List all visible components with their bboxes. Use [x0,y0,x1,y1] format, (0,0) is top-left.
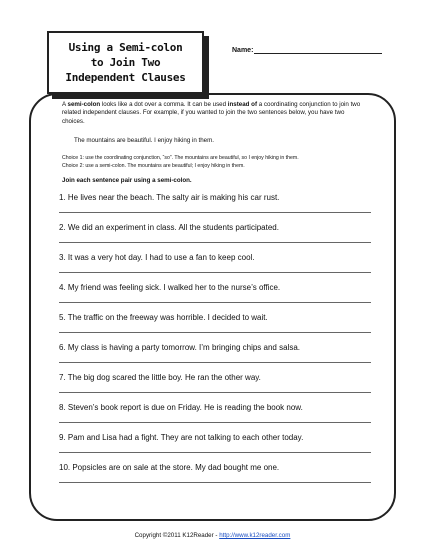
exercise-text: 4. My friend was feeling sick. I walked her to the nurse’s office. [59,283,281,292]
exercise-text: 6. My class is having a party tomorrow. I’m bringing chips and salsa. [59,343,300,352]
intro-text: a coordinating conjunction to join two related independent clauses. For example, if you wanted to join the two sentences below, you have two choices. [62,101,361,125]
title-line: Independent Clauses [65,71,186,84]
answer-line[interactable] [59,332,371,333]
exercise-text: 9. Pam and Lisa had a fight. They are not talking to each other today. [59,433,304,442]
choice-2: Choice 2: use a semi-colon. The mountains are beautiful; I enjoy hiking in them. [62,162,245,169]
answer-line[interactable] [59,452,371,453]
name-field [232,45,382,54]
exercise-item [59,370,373,400]
exercise-item [59,220,373,250]
choice-1: Choice 1: use the coordinating conjunction, “so”. The mountains are beautiful, so I enjoy hiking in them. [62,155,299,161]
exercise-item [59,400,373,430]
exercise-item [59,460,373,490]
exercise-text: 10. Popsicles are on sale at the store. My dad bought me one. [59,463,280,472]
copyright-text: Copyright ©2011 K12Reader - [134,532,220,539]
intro-text: looks like a dot over a comma. It can be used [100,101,228,108]
answer-line[interactable] [59,242,371,243]
intro-text: A [62,101,68,108]
answer-line[interactable] [59,482,371,483]
exercise-text: 8. Steven’s book report is due on Friday. He is reading the book now. [59,403,303,412]
answer-line[interactable] [59,272,371,273]
exercise-item [59,310,373,340]
answer-line[interactable] [59,392,371,393]
exercise-item [59,250,373,280]
intro-emphasis: instead of [227,101,258,108]
answer-line[interactable] [59,302,371,303]
intro-paragraph [62,101,367,126]
exercise-item [59,430,373,460]
choices [62,155,299,170]
example-sentence: The mountains are beautiful. I enjoy hiking in them. [74,137,214,144]
answer-line[interactable] [59,212,371,213]
name-label: Name: [232,47,254,54]
exercise-item [59,190,373,220]
intro-term: semi-colon [67,101,101,108]
exercise-text: 3. It was a very hot day. I had to use a fan to keep cool. [59,253,255,262]
exercise-list [59,190,373,490]
exercise-text: 5. The traffic on the freeway was horrible. I decided to wait. [59,313,268,322]
exercise-text: 7. The big dog scared the little boy. He ran the other way. [59,373,261,382]
exercise-text: 2. We did an experiment in class. All the students participated. [59,223,279,232]
footer [0,532,425,539]
worksheet-title [47,31,204,94]
exercise-item [59,340,373,370]
exercise-text: 1. He lives near the beach. The salty air is making his car rust. [59,193,280,202]
title-line: to Join Two [90,56,161,69]
name-input-line[interactable] [254,45,382,54]
answer-line[interactable] [59,362,371,363]
instruction: Join each sentence pair using a semi-colon. [62,177,192,184]
title-line: Using a Semi-colon [68,41,183,54]
footer-link[interactable]: http://www.k12reader.com [219,532,291,539]
answer-line[interactable] [59,422,371,423]
exercise-item [59,280,373,310]
